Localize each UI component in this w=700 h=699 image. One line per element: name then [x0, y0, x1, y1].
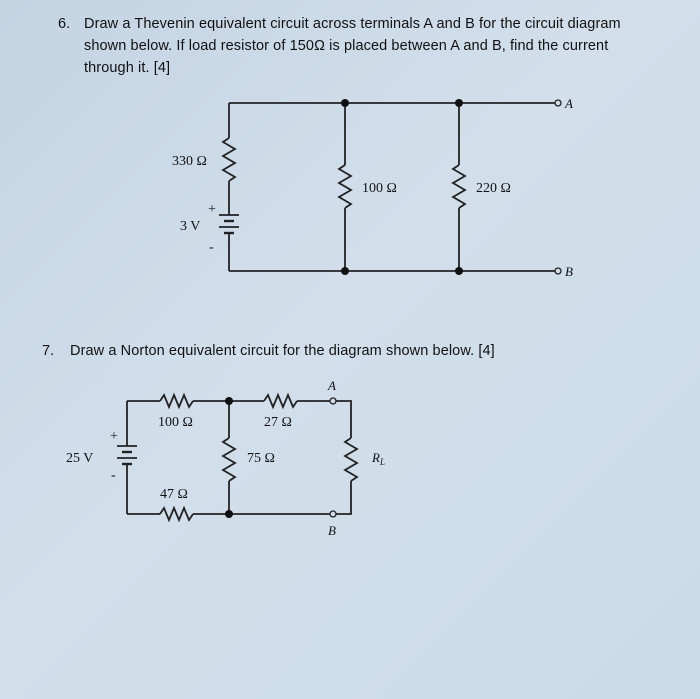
label-27-ohm: 27 Ω — [264, 415, 292, 430]
junction-dot — [455, 267, 463, 275]
label-25v: 25 V — [66, 451, 94, 466]
junction-dot — [341, 99, 349, 107]
label-plus: + — [110, 429, 118, 444]
terminal-a-icon — [555, 100, 561, 106]
label-100-ohm: 100 Ω — [158, 415, 193, 430]
resistor-75-icon — [223, 438, 235, 481]
junction-dot — [455, 99, 463, 107]
label-terminal-a: A — [328, 378, 336, 393]
label-minus: - — [209, 240, 214, 255]
battery-3v-icon — [219, 215, 239, 233]
label-terminal-b: B — [328, 523, 336, 538]
resistor-100-icon — [160, 395, 193, 407]
label-47-ohm: 47 Ω — [160, 487, 188, 502]
label-load-resistor: $R_L$ — [372, 450, 385, 467]
label-220-ohm: 220 Ω — [476, 181, 511, 196]
label-terminal-b: B — [565, 264, 573, 279]
thevenin-circuit — [172, 96, 573, 279]
label-plus: + — [208, 202, 216, 217]
terminal-b-icon — [555, 268, 561, 274]
label-75-ohm: 75 Ω — [247, 451, 275, 466]
junction-dot — [225, 510, 233, 518]
junction-dot — [225, 397, 233, 405]
question-6-line-3: through it. [4] — [84, 60, 171, 76]
label-minus: - — [111, 468, 116, 483]
label-330-ohm: 330 Ω — [172, 154, 207, 169]
terminal-b-icon — [330, 511, 336, 517]
question-6-line-1: Draw a Thevenin equivalent circuit across terminals A and B for the circuit diagram — [84, 16, 621, 32]
resistor-47-icon — [160, 508, 193, 520]
battery-25v-icon — [117, 446, 137, 464]
resistor-220-icon — [453, 165, 465, 208]
label-100-ohm: 100 Ω — [362, 181, 397, 196]
terminal-a-icon — [330, 398, 336, 404]
question-6-number: 6. — [58, 16, 71, 32]
resistor-100-icon — [339, 165, 351, 208]
resistor-330-icon — [223, 138, 235, 181]
question-7-line: Draw a Norton equivalent circuit for the diagram shown below. [4] — [70, 343, 495, 359]
norton-circuit — [66, 378, 385, 538]
resistor-load-icon — [345, 438, 357, 481]
question-6-line-2: shown below. If load resistor of 150Ω is placed between A and B, find the current — [84, 38, 609, 54]
junction-dot — [341, 267, 349, 275]
question-7-number: 7. — [42, 343, 55, 359]
resistor-27-icon — [264, 395, 297, 407]
label-3v: 3 V — [180, 219, 201, 234]
label-terminal-a: A — [565, 96, 573, 111]
